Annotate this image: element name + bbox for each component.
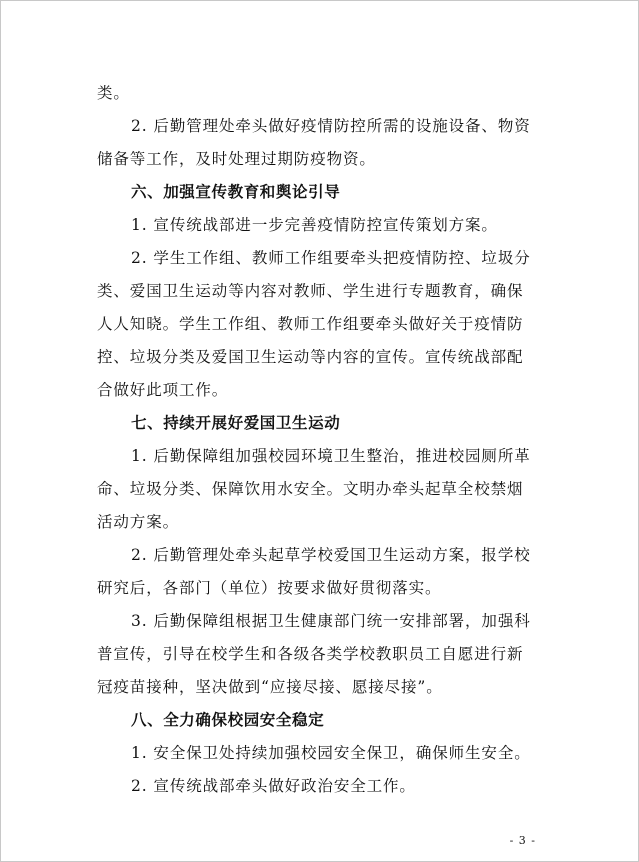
text-line: 合做好此项工作。 bbox=[97, 381, 229, 399]
paragraph-item-1: 1. 宣传统战部进一步完善疫情防控宣传策划方案。 bbox=[131, 216, 498, 234]
paragraph-item-2: 2. 后勤管理处牵头起草学校爱国卫生运动方案，报学校 bbox=[131, 546, 531, 564]
text-line: 类。 bbox=[97, 84, 130, 102]
text-line: 人人知晓。学生工作组、教师工作组要牵头做好关于疫情防 bbox=[97, 315, 524, 333]
paragraph-item-2: 2. 后勤管理处牵头做好疫情防控所需的设施设备、物资 bbox=[131, 117, 531, 135]
document-body bbox=[97, 77, 551, 803]
paragraph-item-2: 2. 宣传统战部牵头做好政治安全工作。 bbox=[131, 777, 416, 795]
section-heading-7: 七、持续开展好爱国卫生运动 bbox=[131, 414, 341, 432]
text-line: 控、垃圾分类及爱国卫生运动等内容的宣传。宣传统战部配 bbox=[97, 348, 524, 366]
text-line: 普宣传，引导在校学生和各级各类学校教职员工自愿进行新 bbox=[97, 645, 524, 663]
paragraph-item-3: 3. 后勤保障组根据卫生健康部门统一安排部署，加强科 bbox=[131, 612, 531, 630]
text-line: 冠疫苗接种，坚决做到“应接尽接、愿接尽接”。 bbox=[97, 678, 443, 696]
paragraph-item-1: 1. 后勤保障组加强校园环境卫生整治，推进校园厕所革 bbox=[131, 447, 531, 465]
page-number: - 3 - bbox=[509, 834, 536, 847]
paragraph-item-1: 1. 安全保卫处持续加强校园安全保卫，确保师生安全。 bbox=[131, 744, 531, 762]
text-line: 类、爱国卫生运动等内容对教师、学生进行专题教育，确保 bbox=[97, 282, 524, 300]
text-line: 研究后，各部门（单位）按要求做好贯彻落实。 bbox=[97, 579, 442, 597]
paragraph-item-2: 2. 学生工作组、教师工作组要牵头把疫情防控、垃圾分 bbox=[131, 249, 531, 267]
text-line: 命、垃圾分类、保障饮用水安全。文明办牵头起草全校禁烟 bbox=[97, 480, 524, 498]
text-line: 活动方案。 bbox=[97, 513, 180, 531]
section-heading-8: 八、全力确保校园安全稳定 bbox=[131, 711, 325, 729]
text-line: 储备等工作，及时处理过期防疫物资。 bbox=[97, 150, 376, 168]
section-heading-6: 六、加强宣传教育和舆论引导 bbox=[131, 183, 341, 201]
